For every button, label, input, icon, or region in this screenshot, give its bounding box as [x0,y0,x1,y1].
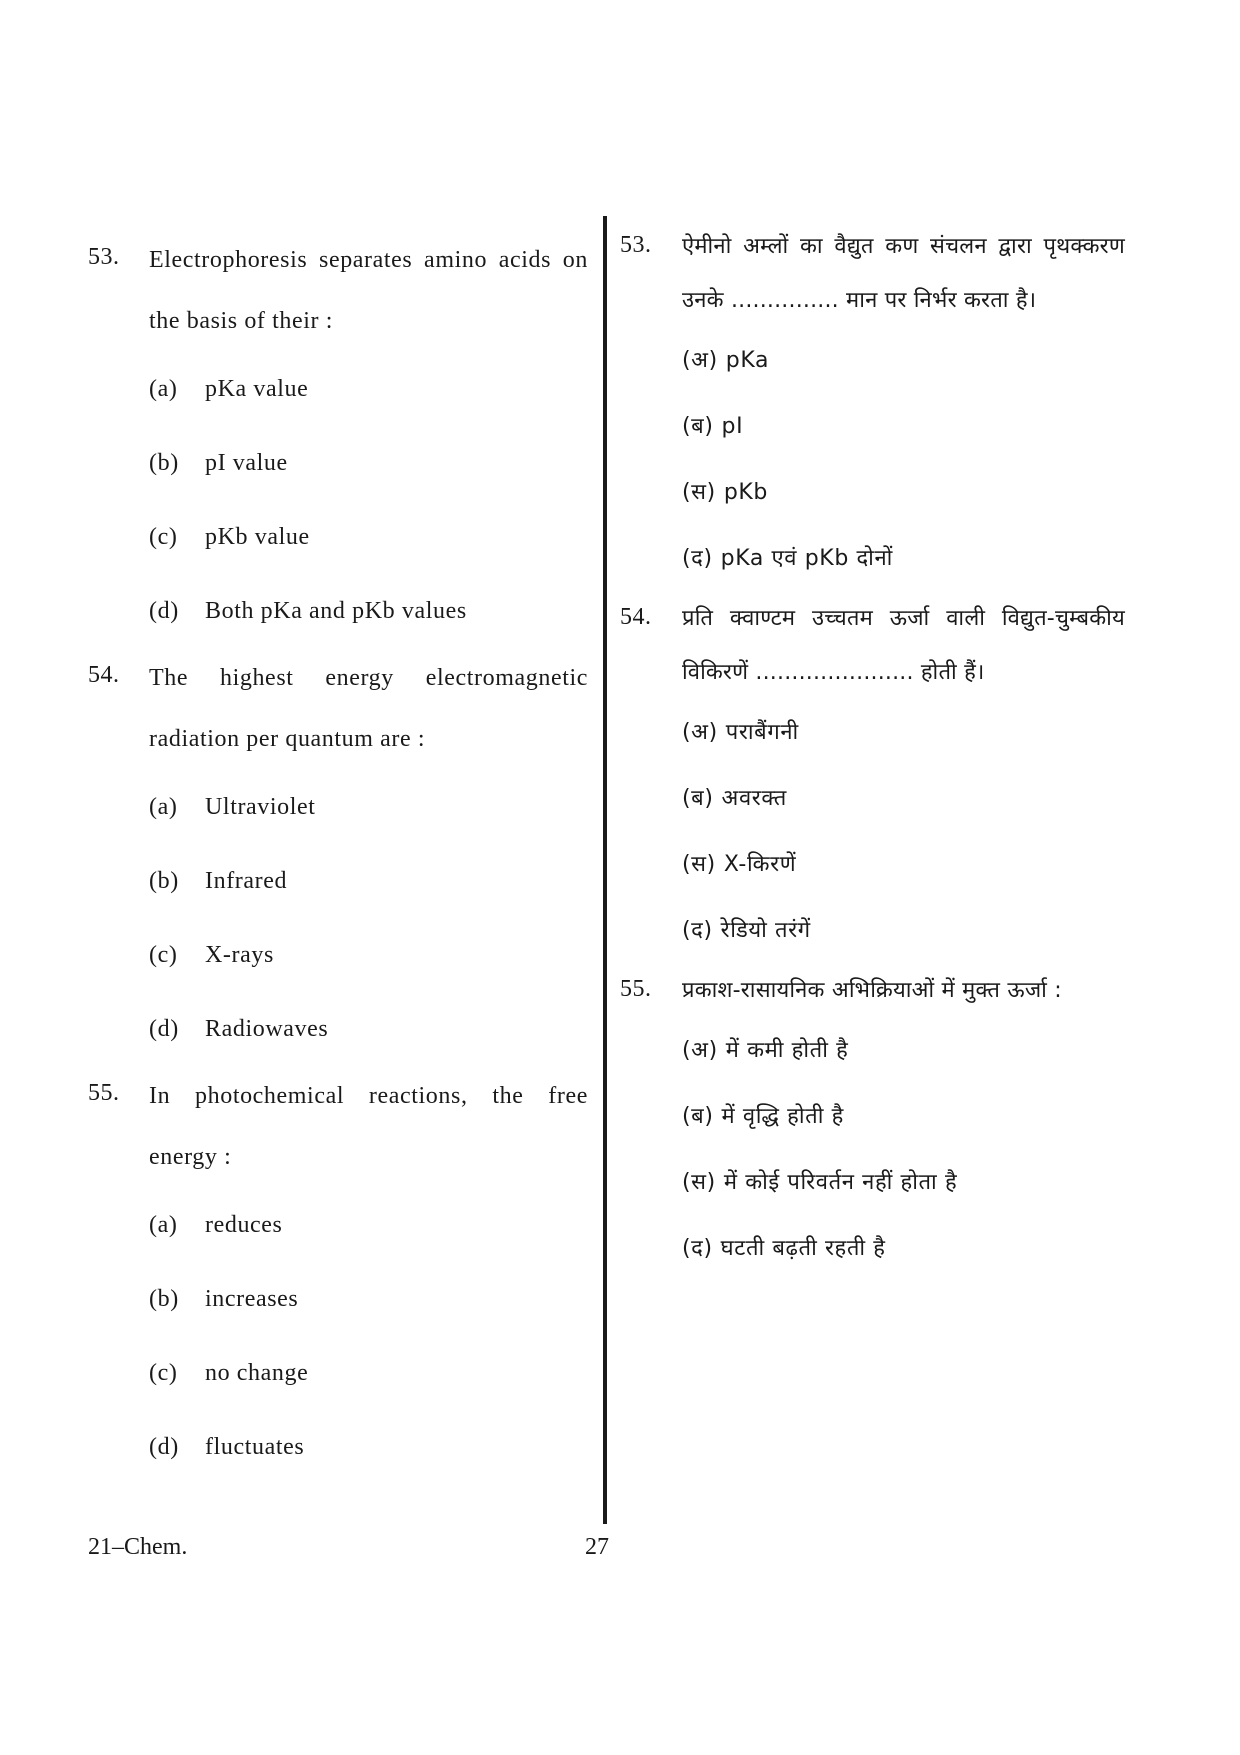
option-c: (स) pKb [682,480,769,505]
option-b: (b) increases [149,1286,299,1312]
question-number: 54. [620,604,652,630]
option-c: (c) no change [149,1360,309,1386]
option-b: (ब) अवरक्त [682,786,787,811]
option-a: (a) reduces [149,1212,283,1238]
option-a: (a) Ultraviolet [149,794,316,820]
options-list [682,700,1125,964]
options-list [149,770,588,1066]
page-number: 27 [585,1534,609,1560]
option-b: (b) Infrared [149,868,288,894]
option-a: (अ) पराबैंगनी [682,720,799,745]
question-text: In photochemical reactions, the free energy : [149,1083,588,1170]
question-number: 53. [620,232,652,258]
hindi-column [620,220,1125,1282]
column-divider [603,216,607,1524]
question-54-en [88,648,588,1066]
option-c: (स) X-किरणें [682,852,797,877]
option-a: (अ) में कमी होती है [682,1038,849,1063]
option-d: (द) रेडियो तरंगें [682,918,811,943]
option-b: (ब) pI [682,414,744,439]
question-text: प्रकाश-रासायनिक अभिक्रियाओं में मुक्त ऊर्जा : [682,978,1062,1003]
question-55-en [88,1066,588,1484]
options-list [682,328,1125,592]
option-b: (b) pI value [149,450,288,476]
option-c: (c) X-rays [149,942,274,968]
option-a: (a) pKa value [149,376,309,402]
question-text: प्रति क्वाण्टम उच्चतम ऊर्जा वाली विद्युत-चुम्बकीय विकिरणें ...................... होती हैं। [682,606,1125,685]
question-53-hi [620,220,1125,592]
question-54-hi [620,592,1125,964]
options-list [682,1018,1125,1282]
option-d: (द) pKa एवं pKb दोनों [682,546,893,571]
question-number: 53. [88,244,120,270]
options-list [149,1188,588,1484]
option-d: (d) fluctuates [149,1434,305,1460]
paper-code: 21–Chem. [88,1534,188,1560]
question-number: 55. [88,1080,120,1106]
option-a: (अ) pKa [682,348,770,373]
question-number: 55. [620,976,652,1002]
question-53-en [88,230,588,648]
english-column [88,230,588,1484]
question-number: 54. [88,662,120,688]
question-text: The highest energy electromagnetic radiation per quantum are : [149,665,588,752]
option-d: (d) Radiowaves [149,1016,329,1042]
option-d: (द) घटती बढ़ती रहती है [682,1236,886,1261]
option-c: (c) pKb value [149,524,310,550]
option-d: (d) Both pKa and pKb values [149,598,467,624]
question-55-hi [620,964,1125,1282]
options-list [149,352,588,648]
option-b: (ब) में वृद्धि होती है [682,1104,844,1129]
question-text: ऐमीनो अम्लों का वैद्युत कण संचलन द्वारा पृथक्करण उनके ............... मान पर निर्भर करता है। [682,234,1125,313]
question-text: Electrophoresis separates amino acids on the basis of their : [149,247,588,334]
option-c: (स) में कोई परिवर्तन नहीं होता है [682,1170,958,1195]
